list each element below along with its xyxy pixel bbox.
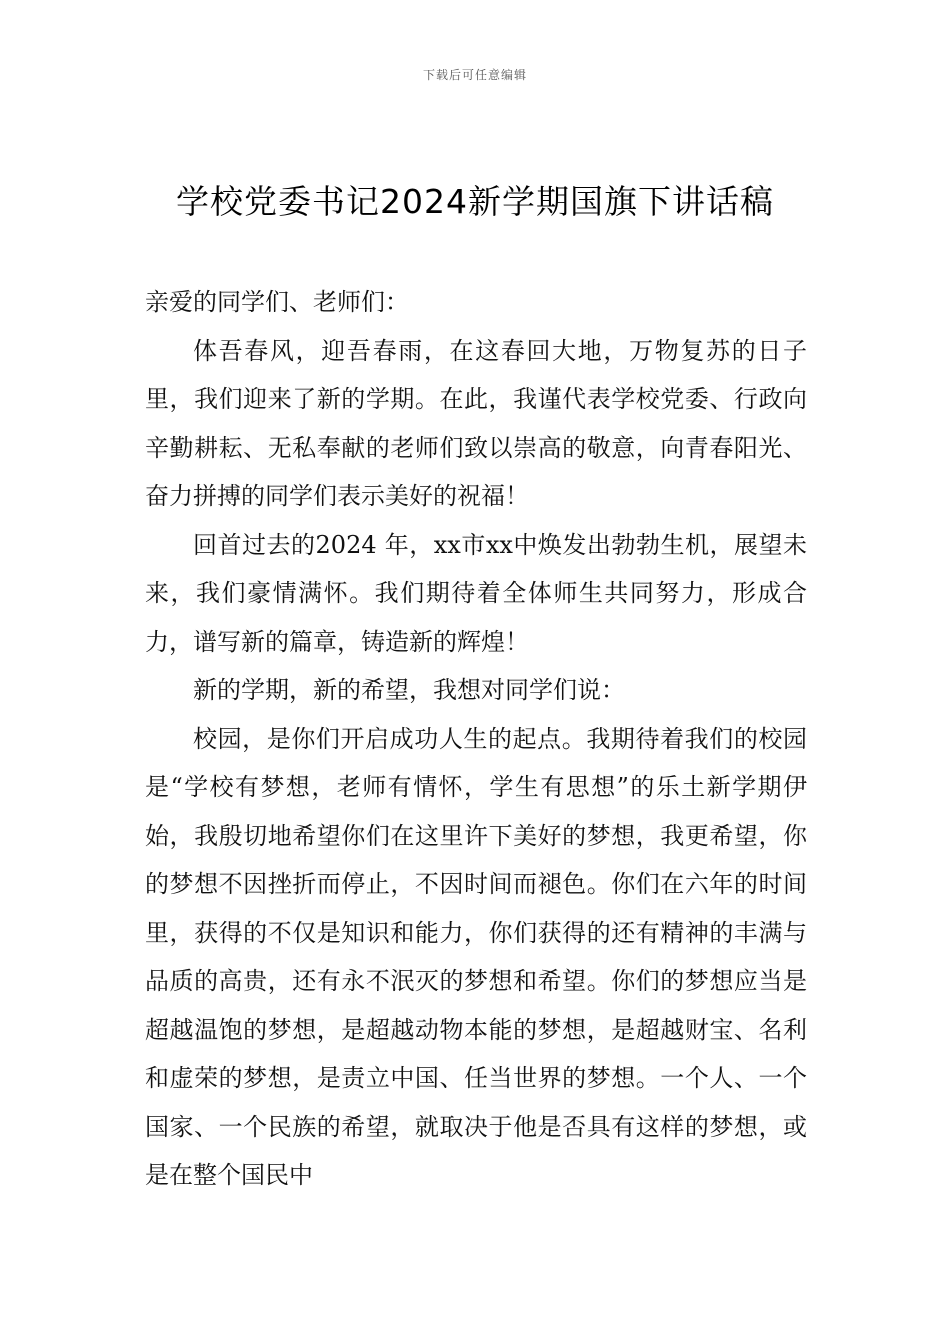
paragraph-4: 校园，是你们开启成功人生的起点。我期待着我们的校园是“学校有梦想，老师有情怀，学生有思想”的乐土新学期伊始，我殷切地希望你们在这里许下美好的梦想，我更希望，你的梦想不因挫折而停止，不因时间而褪色。你们在六年的时间里，获得的不仅是知识和能力，你们获得的还有精神的丰满与品质的高贵，还有永不泯灭的梦想和希望。你们的梦想应当是超越温饱的梦想，是超越动物本能的梦想，是超越财宝、名利和虚荣的梦想，是责立中国、任当世界的梦想。一个人、一个国家、一个民族的希望，就取决于他是否具有这样的梦想，或是在整个国民中 [145,724,807,1189]
document-body [145,278,807,1200]
salutation: 亲爱的同学们、老师们： [145,288,409,316]
header-note: 下载后可任意编辑 [422,68,527,82]
paragraph-3: 新的学期，新的希望，我想对同学们说： [193,676,625,704]
paragraph-1: 体吾春风，迎吾春雨，在这春回大地，万物复苏的日子里，我们迎来了新的学期。在此，我谨代表学校党委、行政向辛勤耕耘、无私奉献的老师们致以崇高的敬意，向青春阳光、奋力拼搏的同学们表示美好的祝福！ [145,336,807,510]
paragraph-2: 回首过去的2024 年，xx市xx中焕发出勃勃生机，展望未来，我们豪情满怀。我们期待着全体师生共同努力，形成合力，谱写新的篇章，铸造新的辉煌！ [145,530,807,656]
document-title: 学校党委书记2024新学期国旗下讲话稿 [176,182,774,221]
